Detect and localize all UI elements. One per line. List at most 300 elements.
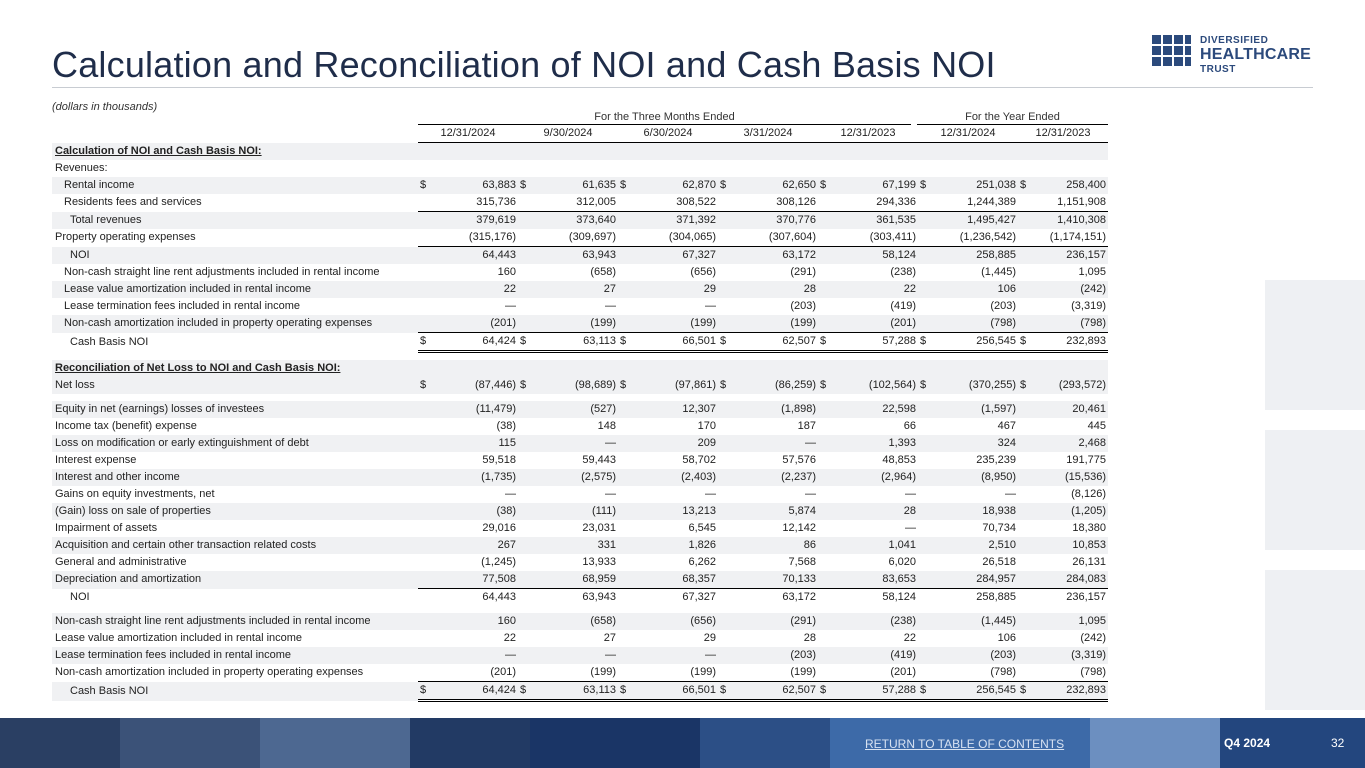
- value-cell: 26,518: [982, 556, 1016, 568]
- currency-symbol: [518, 160, 536, 177]
- currency-symbol: [418, 401, 436, 418]
- value-cell: 308,522: [676, 196, 716, 208]
- value-cell: 284,957: [936, 571, 1018, 589]
- value-cell: 29,016: [482, 522, 516, 534]
- currency-symbol: $: [418, 333, 436, 352]
- row-label: Equity in net (earnings) losses of investees: [52, 401, 418, 418]
- currency-symbol: [918, 298, 936, 315]
- value-cell: 1,244,389: [967, 196, 1016, 208]
- currency-symbol: [618, 503, 636, 520]
- value-cell: 1,151,908: [1057, 196, 1106, 208]
- spacer-row: [52, 606, 1108, 613]
- value-cell: 235,239: [976, 454, 1016, 466]
- value-cell: (3,319): [1071, 300, 1106, 312]
- value-cell: (1,445): [936, 613, 1018, 630]
- row-label: Lease value amortization included in rental income: [55, 632, 303, 644]
- value-cell: (307,604): [768, 231, 816, 243]
- currency-symbol: [418, 664, 436, 682]
- currency-symbol: [918, 212, 936, 230]
- quarter-label: Q4 2024: [1224, 736, 1271, 750]
- value-cell: (1,735): [436, 469, 518, 486]
- value-cell: 191,775: [1066, 454, 1106, 466]
- currency-symbol: [518, 630, 536, 647]
- value-cell: 284,083: [1036, 571, 1108, 589]
- value-cell: 70,133: [736, 571, 818, 589]
- currency-symbol: [818, 418, 836, 435]
- value-cell: (419): [890, 300, 916, 312]
- currency-symbol: [718, 469, 736, 486]
- logo-text-line2: HEALTHCARE: [1200, 46, 1312, 63]
- currency-symbol: $: [818, 377, 836, 394]
- value-cell: 22: [503, 632, 516, 644]
- value-cell: 315,736: [476, 196, 516, 208]
- row-label: Revenues:: [55, 162, 108, 174]
- value-cell: (201): [436, 315, 518, 333]
- value-cell: 22: [836, 281, 918, 298]
- value-cell: 148: [597, 420, 616, 432]
- value-cell: 445: [1087, 420, 1106, 432]
- value-cell: (11,479): [436, 401, 518, 418]
- table-row: [52, 177, 1108, 194]
- currency-symbol: [718, 503, 736, 520]
- currency-symbol: [718, 435, 736, 452]
- value-cell: [436, 160, 518, 177]
- currency-symbol: [818, 229, 836, 247]
- currency-symbol: $: [518, 682, 536, 701]
- value-cell: (201): [890, 666, 916, 678]
- currency-symbol: $: [418, 682, 436, 701]
- table-row: [52, 613, 1108, 630]
- currency-symbol: [1018, 613, 1036, 630]
- value-cell: 18,938: [936, 503, 1018, 520]
- value-cell: 12,142: [782, 522, 816, 534]
- value-cell: 12,307: [636, 401, 718, 418]
- value-cell: 27: [536, 281, 618, 298]
- value-cell: (111): [536, 503, 618, 520]
- currency-symbol: [918, 264, 936, 281]
- value-cell: 22: [903, 632, 916, 644]
- value-cell: 106: [936, 281, 1018, 298]
- row-label: Acquisition and certain other transaction related costs: [52, 537, 418, 554]
- currency-symbol: [518, 194, 536, 212]
- currency-symbol: $: [918, 177, 936, 194]
- value-cell: (656): [690, 266, 716, 278]
- currency-symbol: [818, 589, 836, 607]
- value-cell: (304,065): [668, 231, 716, 243]
- currency-symbol: [618, 630, 636, 647]
- value-cell: 13,933: [582, 556, 616, 568]
- value-cell: (291): [790, 266, 816, 278]
- value-cell: 6,262: [688, 556, 716, 568]
- currency-symbol: [618, 589, 636, 607]
- value-cell: (199): [590, 666, 616, 678]
- currency-symbol: [818, 537, 836, 554]
- value-cell: —: [636, 647, 718, 664]
- value-cell: 371,392: [636, 212, 718, 230]
- value-cell: 26,131: [1072, 556, 1106, 568]
- value-cell: 294,336: [876, 196, 916, 208]
- table-row: [52, 264, 1108, 281]
- row-label: Total revenues: [52, 212, 418, 230]
- currency-symbol: $: [1018, 682, 1036, 701]
- value-cell: (86,259): [736, 377, 818, 394]
- currency-symbol: [518, 469, 536, 486]
- value-cell: (527): [536, 401, 618, 418]
- currency-symbol: $: [918, 333, 936, 352]
- currency-symbol: $: [418, 177, 436, 194]
- value-cell: 258,885: [936, 247, 1018, 265]
- currency-symbol: [618, 435, 636, 452]
- row-label: Interest and other income: [52, 469, 418, 486]
- currency-symbol: [518, 647, 536, 664]
- value-cell: 10,853: [1036, 537, 1108, 554]
- currency-symbol: [1018, 537, 1036, 554]
- value-cell: (242): [1080, 632, 1106, 644]
- currency-symbol: $: [718, 333, 736, 352]
- currency-symbol: [1018, 401, 1036, 418]
- value-cell: 251,038: [936, 177, 1018, 194]
- value-cell: 1,095: [1036, 613, 1108, 630]
- currency-symbol: [918, 247, 936, 265]
- column-header: 6/30/2024: [618, 125, 718, 143]
- value-cell: 7,568: [788, 556, 816, 568]
- value-cell: 236,157: [1036, 247, 1108, 265]
- currency-symbol: [418, 435, 436, 452]
- table-row: [52, 682, 1108, 701]
- value-cell: 83,653: [836, 571, 918, 589]
- value-cell: (199): [736, 315, 818, 333]
- value-cell: 1,041: [836, 537, 918, 554]
- currency-symbol: [818, 520, 836, 537]
- currency-symbol: [518, 298, 536, 315]
- currency-symbol: [918, 554, 936, 571]
- currency-symbol: [918, 589, 936, 607]
- value-cell: (798): [936, 315, 1018, 333]
- currency-symbol: [418, 452, 436, 469]
- value-cell: 22,598: [836, 401, 918, 418]
- value-cell: —: [536, 435, 618, 452]
- currency-symbol: [618, 571, 636, 589]
- value-cell: (238): [890, 266, 916, 278]
- value-cell: (3,319): [1036, 647, 1108, 664]
- row-label: NOI: [52, 247, 418, 265]
- value-cell: 68,357: [636, 571, 718, 589]
- currency-symbol: [918, 435, 936, 452]
- table-row: [52, 298, 1108, 315]
- currency-symbol: [718, 418, 736, 435]
- value-cell: (8,950): [936, 469, 1018, 486]
- value-cell: 57,576: [782, 454, 816, 466]
- currency-symbol: [818, 315, 836, 333]
- currency-symbol: $: [918, 377, 936, 394]
- value-cell: 58,702: [682, 454, 716, 466]
- value-cell: (303,411): [869, 231, 916, 243]
- value-cell: (242): [1036, 281, 1108, 298]
- value-cell: 115: [436, 435, 518, 452]
- value-cell: —: [605, 300, 616, 312]
- value-cell: 232,893: [1036, 333, 1108, 352]
- value-cell: (798): [1080, 666, 1106, 678]
- currency-symbol: [918, 418, 936, 435]
- currency-symbol: [818, 435, 836, 452]
- value-cell: —: [805, 488, 816, 500]
- column-header: 12/31/2024: [418, 125, 518, 143]
- value-cell: (8,126): [1071, 488, 1106, 500]
- value-cell: 63,113: [536, 333, 618, 352]
- value-cell: (201): [490, 666, 516, 678]
- currency-symbol: [618, 281, 636, 298]
- value-cell: [836, 160, 918, 177]
- company-logo: [1152, 35, 1322, 75]
- currency-symbol: $: [518, 377, 536, 394]
- currency-symbol: $: [418, 377, 436, 394]
- value-cell: 64,424: [436, 333, 518, 352]
- value-cell: 1,393: [836, 435, 918, 452]
- row-label: Calculation of NOI and Cash Basis NOI:: [52, 143, 1108, 161]
- value-cell: 370,776: [736, 212, 818, 230]
- column-header: 3/31/2024: [718, 125, 818, 143]
- currency-symbol: $: [718, 177, 736, 194]
- row-label: Depreciation and amortization: [52, 571, 418, 589]
- currency-symbol: [618, 537, 636, 554]
- row-label: Gains on equity investments, net: [55, 488, 215, 500]
- value-cell: (203): [790, 300, 816, 312]
- currency-symbol: [518, 247, 536, 265]
- value-cell: 331: [536, 537, 618, 554]
- value-cell: (201): [836, 315, 918, 333]
- currency-symbol: $: [518, 333, 536, 352]
- value-cell: 67,327: [636, 589, 718, 607]
- currency-symbol: [718, 664, 736, 682]
- value-cell: [936, 160, 1018, 177]
- value-cell: 22: [436, 281, 518, 298]
- currency-symbol: [818, 469, 836, 486]
- currency-symbol: [518, 315, 536, 333]
- currency-symbol: [918, 503, 936, 520]
- currency-symbol: [418, 647, 436, 664]
- currency-symbol: [1018, 571, 1036, 589]
- currency-symbol: [718, 589, 736, 607]
- value-cell: 373,640: [536, 212, 618, 230]
- currency-symbol: [718, 613, 736, 630]
- currency-symbol: [418, 520, 436, 537]
- currency-symbol: [1018, 486, 1036, 503]
- row-label: Non-cash straight line rent adjustments included in rental income: [64, 266, 380, 278]
- value-cell: 361,535: [836, 212, 918, 230]
- value-cell: (2,575): [536, 469, 618, 486]
- value-cell: 59,443: [582, 454, 616, 466]
- table-row: [52, 377, 1108, 394]
- value-cell: 63,172: [736, 247, 818, 265]
- value-cell: (1,445): [981, 266, 1016, 278]
- currency-symbol: [418, 315, 436, 333]
- page-number: 32: [1331, 736, 1345, 750]
- value-cell: —: [705, 300, 716, 312]
- currency-symbol: [418, 194, 436, 212]
- currency-symbol: [518, 537, 536, 554]
- value-cell: (15,536): [1036, 469, 1108, 486]
- currency-symbol: [918, 647, 936, 664]
- value-cell: 67,327: [636, 247, 718, 265]
- currency-symbol: [1018, 264, 1036, 281]
- value-cell: [636, 160, 718, 177]
- value-cell: (658): [590, 266, 616, 278]
- value-cell: (293,572): [1036, 377, 1108, 394]
- value-cell: —: [736, 435, 818, 452]
- currency-symbol: [418, 229, 436, 247]
- value-cell: 63,943: [536, 247, 618, 265]
- row-label: Impairment of assets: [55, 522, 158, 534]
- row-label: Lease termination fees included in rental income: [64, 300, 301, 312]
- value-cell: 236,157: [1036, 589, 1108, 607]
- value-cell: —: [505, 300, 516, 312]
- currency-symbol: [418, 247, 436, 265]
- currency-symbol: [618, 647, 636, 664]
- currency-symbol: [818, 630, 836, 647]
- value-cell: 160: [497, 266, 516, 278]
- value-cell: (203): [736, 647, 818, 664]
- currency-symbol: [718, 630, 736, 647]
- currency-symbol: [918, 452, 936, 469]
- currency-symbol: [818, 281, 836, 298]
- value-cell: —: [605, 488, 616, 500]
- table-row: [52, 333, 1108, 352]
- spacer-row: [52, 394, 1108, 401]
- table-row: [52, 647, 1108, 664]
- currency-symbol: [618, 229, 636, 247]
- value-cell: 66: [903, 420, 916, 432]
- value-cell: 77,508: [436, 571, 518, 589]
- value-cell: 29: [703, 632, 716, 644]
- currency-symbol: [718, 647, 736, 664]
- currency-symbol: [1018, 418, 1036, 435]
- currency-symbol: [718, 212, 736, 230]
- currency-symbol: [918, 160, 936, 177]
- value-cell: 160: [436, 613, 518, 630]
- currency-symbol: [818, 613, 836, 630]
- value-cell: 13,213: [636, 503, 718, 520]
- value-cell: 1,826: [636, 537, 718, 554]
- value-cell: 312,005: [576, 196, 616, 208]
- currency-symbol: [918, 613, 936, 630]
- table-row: [52, 435, 1108, 452]
- value-cell: 28: [803, 632, 816, 644]
- value-cell: 27: [603, 632, 616, 644]
- currency-symbol: [418, 298, 436, 315]
- currency-symbol: [718, 315, 736, 333]
- currency-symbol: [618, 664, 636, 682]
- currency-symbol: [718, 486, 736, 503]
- value-cell: (658): [536, 613, 618, 630]
- currency-symbol: [718, 520, 736, 537]
- logo-mark-icon: [1152, 35, 1161, 44]
- currency-symbol: $: [1018, 333, 1036, 352]
- value-cell: —: [705, 488, 716, 500]
- value-cell: (798): [1036, 315, 1108, 333]
- currency-symbol: [1018, 229, 1036, 247]
- row-label: Non-cash amortization included in property operating expenses: [55, 666, 364, 679]
- value-cell: 256,545: [936, 333, 1018, 352]
- value-cell: [1036, 160, 1108, 177]
- value-cell: 62,650: [736, 177, 818, 194]
- currency-symbol: [818, 160, 836, 177]
- value-cell: 64,443: [436, 589, 518, 607]
- value-cell: 62,507: [736, 682, 818, 701]
- currency-symbol: [618, 212, 636, 230]
- value-cell: —: [436, 647, 518, 664]
- value-cell: 66,501: [636, 682, 718, 701]
- value-cell: 170: [697, 420, 716, 432]
- currency-symbol: [1018, 247, 1036, 265]
- currency-symbol: [1018, 520, 1036, 537]
- value-cell: 1,410,308: [1036, 212, 1108, 230]
- currency-symbol: [518, 554, 536, 571]
- currency-symbol: $: [518, 177, 536, 194]
- value-cell: (1,236,542): [959, 231, 1016, 243]
- currency-symbol: [818, 571, 836, 589]
- table-row: [52, 537, 1108, 554]
- currency-symbol: [918, 469, 936, 486]
- currency-symbol: [818, 554, 836, 571]
- table-row: [52, 469, 1108, 486]
- value-cell: 66,501: [636, 333, 718, 352]
- value-cell: 63,113: [536, 682, 618, 701]
- currency-symbol: $: [1018, 177, 1036, 194]
- value-cell: (87,446): [436, 377, 518, 394]
- currency-symbol: [818, 401, 836, 418]
- currency-symbol: [918, 571, 936, 589]
- value-cell: (199): [536, 315, 618, 333]
- currency-symbol: [818, 503, 836, 520]
- value-cell: 5,874: [736, 503, 818, 520]
- value-cell: 2,468: [1036, 435, 1108, 452]
- currency-symbol: [718, 229, 736, 247]
- currency-symbol: [718, 264, 736, 281]
- value-cell: 20,461: [1036, 401, 1108, 418]
- currency-symbol: [718, 554, 736, 571]
- currency-symbol: [618, 315, 636, 333]
- table-row: [52, 418, 1108, 435]
- return-to-toc-link[interactable]: RETURN TO TABLE OF CONTENTS: [865, 737, 1065, 751]
- value-cell: (199): [790, 666, 816, 678]
- section-heading-row: [52, 360, 1108, 377]
- row-label: NOI: [70, 590, 90, 603]
- row-label: General and administrative: [55, 556, 187, 568]
- currency-symbol: [818, 647, 836, 664]
- currency-symbol: [418, 469, 436, 486]
- value-cell: (798): [990, 666, 1016, 678]
- value-cell: —: [505, 488, 516, 500]
- row-label: Net loss: [52, 377, 418, 394]
- title-divider: [52, 87, 1313, 88]
- currency-symbol: [918, 281, 936, 298]
- currency-symbol: [818, 247, 836, 265]
- value-cell: [536, 160, 618, 177]
- value-cell: 57,288: [836, 333, 918, 352]
- value-cell: 57,288: [836, 682, 918, 701]
- currency-symbol: [618, 194, 636, 212]
- value-cell: 58,124: [836, 247, 918, 265]
- logo-text-line1: DIVERSIFIED: [1200, 35, 1269, 46]
- currency-symbol: $: [818, 333, 836, 352]
- row-label: Loss on modification or early extinguishment of debt: [52, 435, 418, 452]
- value-cell: (370,255): [936, 377, 1018, 394]
- value-cell: 28: [736, 281, 818, 298]
- value-cell: 232,893: [1036, 682, 1108, 701]
- table-row: [52, 160, 1108, 177]
- value-cell: 67,199: [836, 177, 918, 194]
- currency-symbol: [618, 401, 636, 418]
